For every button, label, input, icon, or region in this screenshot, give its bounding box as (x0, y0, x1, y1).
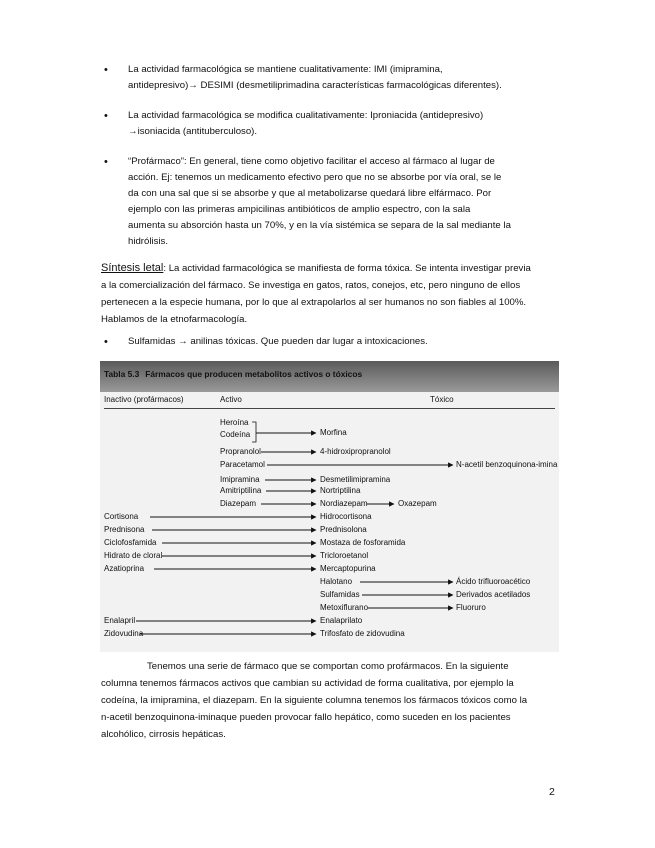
table-figure (100, 361, 559, 652)
metabolite: Sulfamidas (320, 590, 360, 599)
page-number: 2 (549, 786, 555, 798)
text-line: hidrólisis. (128, 236, 168, 247)
active-drug: Propranolol (220, 447, 261, 456)
text-line: n-acetil benzoquinona-iminaque pueden provocar fallo hepático, como suceden en los pacientes (101, 712, 511, 723)
text-line: • “Profármaco”: En general, tiene como objetivo facilitar el acceso al fármaco al lugar de (128, 156, 495, 167)
metabolite: Trifosfato de zidovudina (320, 629, 405, 638)
metabolite: Metoxiflurano (320, 603, 369, 612)
text-line: acción. Ej: tenemos un medicamento efectivo pero que no se absorbe por vía oral, se le (128, 172, 502, 183)
text-line: : La actividad farmacológica se manifiesta de forma tóxica. Se intenta investigar previa (163, 263, 531, 274)
active-drug: Amitriptilina (220, 486, 262, 495)
text-line: ejemplo con las primeras ampicilinas antibióticos de amplio espectro, con la sala (128, 204, 471, 215)
metabolite: Nordiazepam (320, 499, 368, 508)
active-drug: Heroína (220, 418, 249, 427)
metabolite: Hidrocortisona (320, 512, 372, 521)
inactive-drug: Enalapril (104, 616, 136, 625)
metabolite: Halotano (320, 577, 353, 586)
inactive-drug: Prednisona (104, 525, 145, 534)
inactive-drug: Hidrato de cloral (104, 551, 163, 560)
text-line: columna tenemos fármacos activos que cambian su actividad de forma cualitativa, por ejemplo la (101, 678, 514, 689)
metabolite: Nortriptilina (320, 486, 361, 495)
text-line: antidepresivo)→ DESIMI (desmetiliprimadina características farmacológicas diferentes). (128, 80, 502, 91)
metabolite: Prednisolona (320, 525, 367, 534)
text-line: pertenecen a la especie humana, por lo que al extrapolarlos al ser humanos no son fiables al 100%. (101, 297, 527, 308)
bracket-line (252, 422, 256, 442)
metabolite-oxazepam: Oxazepam (398, 499, 437, 508)
text-line: codeína, la imipramina, el diazepam. En la siguiente columna tenemos los fármacos tóxicos como la (101, 695, 528, 706)
text-line: →isoniacida (antituberculoso). (128, 126, 258, 137)
text-line: • La actividad farmacológica se modifica cualitativamente: Iproniacida (antidepresivo) (128, 110, 484, 121)
column-header-toxic: Tóxico (430, 395, 454, 404)
text-line: alcohólico, cirrosis hepáticas. (101, 729, 226, 740)
text-line: aumenta su absorción hasta un 70%, y en la vía sistémica se separa de la sal mediante la (128, 220, 511, 231)
metabolite: 4-hidroxipropranolol (320, 447, 391, 456)
table-title-text: Fármacos que producen metabolitos activos o tóxicos (145, 369, 363, 379)
inactive-drug: Ciclofosfamida (104, 538, 157, 547)
bullet-item-sulfamidas: • Sulfamidas → anilinas tóxicas. Que pueden dar lugar a intoxicaciones. (128, 334, 558, 350)
inactive-drug: Cortisona (104, 512, 139, 521)
text-line: a la comercialización del fármaco. Se investiga en gatos, ratos, conejos, etc, pero ninguno de ellos (101, 280, 521, 291)
metabolite: Mostaza de fosforamida (320, 538, 406, 547)
toxic-metabolite: Ácido trifluoroacético (456, 577, 531, 586)
column-header-active: Activo (220, 395, 242, 404)
text-line: Hablamos de la etnofarmacología. (101, 314, 248, 325)
metabolite: Tricloroetanol (320, 551, 369, 560)
bullet-item (128, 154, 558, 250)
bullet-item (128, 62, 558, 94)
active-drug: Codeína (220, 430, 251, 439)
inactive-drug: Azatioprina (104, 564, 145, 573)
sintesis-paragraph (101, 260, 557, 328)
bullet-item (128, 108, 558, 140)
text-line: Tenemos una serie de fármaco que se comportan como profármacos. En la siguiente (147, 661, 509, 672)
closing-paragraph (101, 658, 557, 743)
active-drug: Imipramina (220, 475, 260, 484)
metabolite: Desmetilimipramina (320, 475, 391, 484)
toxic-metabolite: N-acetil benzoquinona-imina (456, 460, 558, 469)
active-drug: Diazepam (220, 499, 257, 508)
text-line: • La actividad farmacológica se mantiene cualitativamente: IMI (imipramina, (128, 64, 443, 75)
metabolite: Morfina (320, 428, 347, 437)
sintesis-heading: Síntesis letal (101, 262, 164, 274)
column-header-inactive: Inactivo (profármacos) (104, 395, 184, 404)
toxic-metabolite: Fluoruro (456, 603, 486, 612)
inactive-drug: Zidovudina (104, 629, 144, 638)
active-drug: Paracetamol (220, 460, 265, 469)
toxic-metabolite: Derivados acetilados (456, 590, 531, 599)
metabolite: Enalaprilato (320, 616, 363, 625)
table-number: Tabla 5.3 (104, 369, 140, 379)
text-line: da con una sal que si se absorbe y que al metabolizarse quedará libre elfármaco. Por (128, 188, 492, 199)
metabolite: Mercaptopurina (320, 564, 376, 573)
bullet-list (128, 62, 558, 264)
